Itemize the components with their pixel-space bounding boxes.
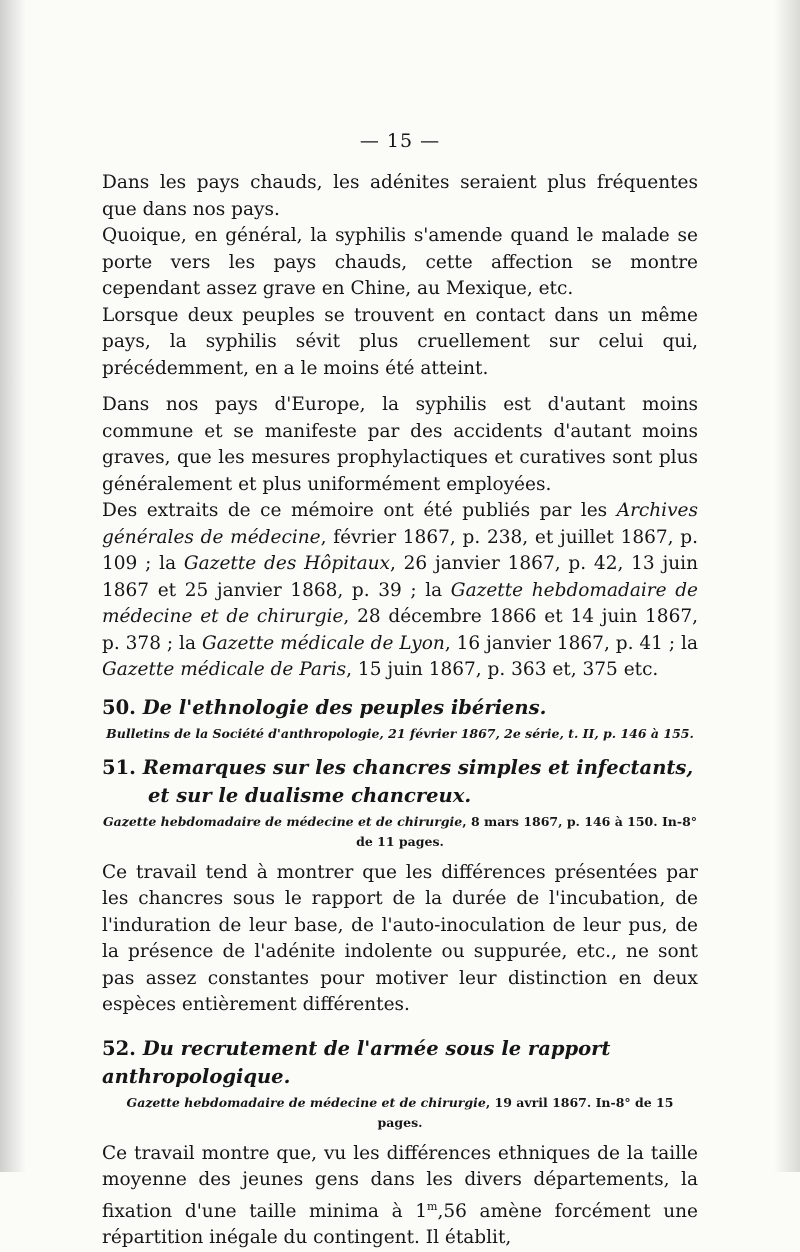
entry-52-body-a: Ce travail montre que, vu les différences ethniques de la taille moyenne des jeunes gens dans les divers départements, la fixation d'une taille minima à 1 xyxy=(102,1142,698,1222)
entry-51-journal: Gazette hebdomadaire de médecine et de chirurgie xyxy=(102,813,463,829)
extracts-text-4: , 28 décembre 1866 et 14 juin 1867, p. 378 ; la xyxy=(102,606,698,654)
entry-51-cite-details: , 8 mars 1867, p. 146 à 150. In-8° de 11 pages. xyxy=(356,813,698,849)
entry-52-heading xyxy=(102,1035,698,1091)
page-number: — 15 — xyxy=(359,130,441,152)
entry-52-body-b: ,56 amène forcément une répartition inégale du contingent. Il établit, xyxy=(102,1200,699,1249)
entry-52-journal: Gazette hebdomadaire de médecine et de chirurgie xyxy=(126,1094,486,1110)
entry-52-citation xyxy=(102,1093,698,1133)
journal-gazette-lyon: Gazette médicale de Lyon xyxy=(201,632,445,654)
paragraph-extraits xyxy=(102,498,698,684)
entry-51-body: Ce travail tend à montrer que les différences présentées par les chancres sous le rapport de la durée de l'incubation, de l'induration de leur base, de l'auto-inoculation de leur pus, de la présence de l'adénite indolente ou suppurée, etc., ne sont pas assez constantes pour motiver leur distinction en deux espèces entièrement différentes. xyxy=(102,861,698,1015)
entry-51-citation xyxy=(102,812,698,852)
entry-52-body xyxy=(102,1141,698,1252)
entry-50-citation: Bulletins de la Société d'anthropologie, 21 février 1867, 2e série, t. II, p. 146 à 155. xyxy=(106,725,694,741)
paragraph-europe: Dans nos pays d'Europe, la syphilis est d'autant moins commune et se manifeste par des accidents d'autant moins graves, que les mesures prophylactiques et curatives sont plus généralement et plus uniformément employées. xyxy=(102,394,698,495)
entry-52-unit-sup: m xyxy=(427,1199,438,1213)
entry-51-title: Remarques sur les chancres simples et infectants, et sur le dualisme chancreux. xyxy=(142,755,694,807)
journal-gazette-hopitaux: Gazette des Hôpitaux xyxy=(183,553,390,574)
journal-gazette-hebdomadaire: Gazette hebdomadaire de médecine et de chirurgie xyxy=(102,579,698,627)
entry-50-number: 50. xyxy=(102,695,136,719)
paragraph-adenites: Dans les pays chauds, les adénites seraient plus fréquentes que dans nos pays. xyxy=(102,172,698,220)
journal-gazette-paris: Gazette médicale de Paris xyxy=(102,659,347,680)
entry-52-cite-details: , 19 avril 1867. In-8° de 15 pages. xyxy=(377,1094,674,1130)
extracts-text-2: , février 1867, p. 238, et juillet 1867, p. 109 ; la xyxy=(102,526,698,574)
entry-51-number: 51. xyxy=(102,755,136,779)
paragraph-deux-peuples: Lorsque deux peuples se trouvent en contact dans un même pays, la syphilis sévit plus cruellement sur celui qui, précédemment, en a le moins été atteint. xyxy=(102,304,698,379)
paragraph-syphilis-pays-chauds: Quoique, en général, la syphilis s'amende quand le malade se porte vers les pays chauds, cette affection se montre cependant assez grave en Chine, au Mexique, etc. xyxy=(102,225,698,299)
extracts-text-5: , 16 janvier 1867, p. 41 ; la xyxy=(444,632,698,654)
journal-archives: Archives générales de médecine xyxy=(102,500,698,548)
entry-51-heading xyxy=(102,754,698,810)
extracts-text-6: , 15 juin 1867, p. 363 et, 375 etc. xyxy=(346,659,659,680)
entry-52-title: Du recrutement de l'armée sous le rapport anthropologique. xyxy=(102,1036,611,1088)
entry-50-heading xyxy=(102,694,698,722)
entry-50-title: De l'ethnologie des peuples ibériens. xyxy=(142,695,547,719)
scan-edge-right xyxy=(774,0,800,1172)
entry-52-number: 52. xyxy=(102,1036,136,1060)
scan-edge-left xyxy=(0,0,26,1172)
extracts-text-1: Des extraits de ce mémoire ont été publiés par les xyxy=(102,500,617,521)
extracts-text-3: , 26 janvier 1867, p. 42, 13 juin 1867 et 25 janvier 1868, p. 39 ; la xyxy=(102,553,698,601)
document-page xyxy=(102,130,698,1252)
